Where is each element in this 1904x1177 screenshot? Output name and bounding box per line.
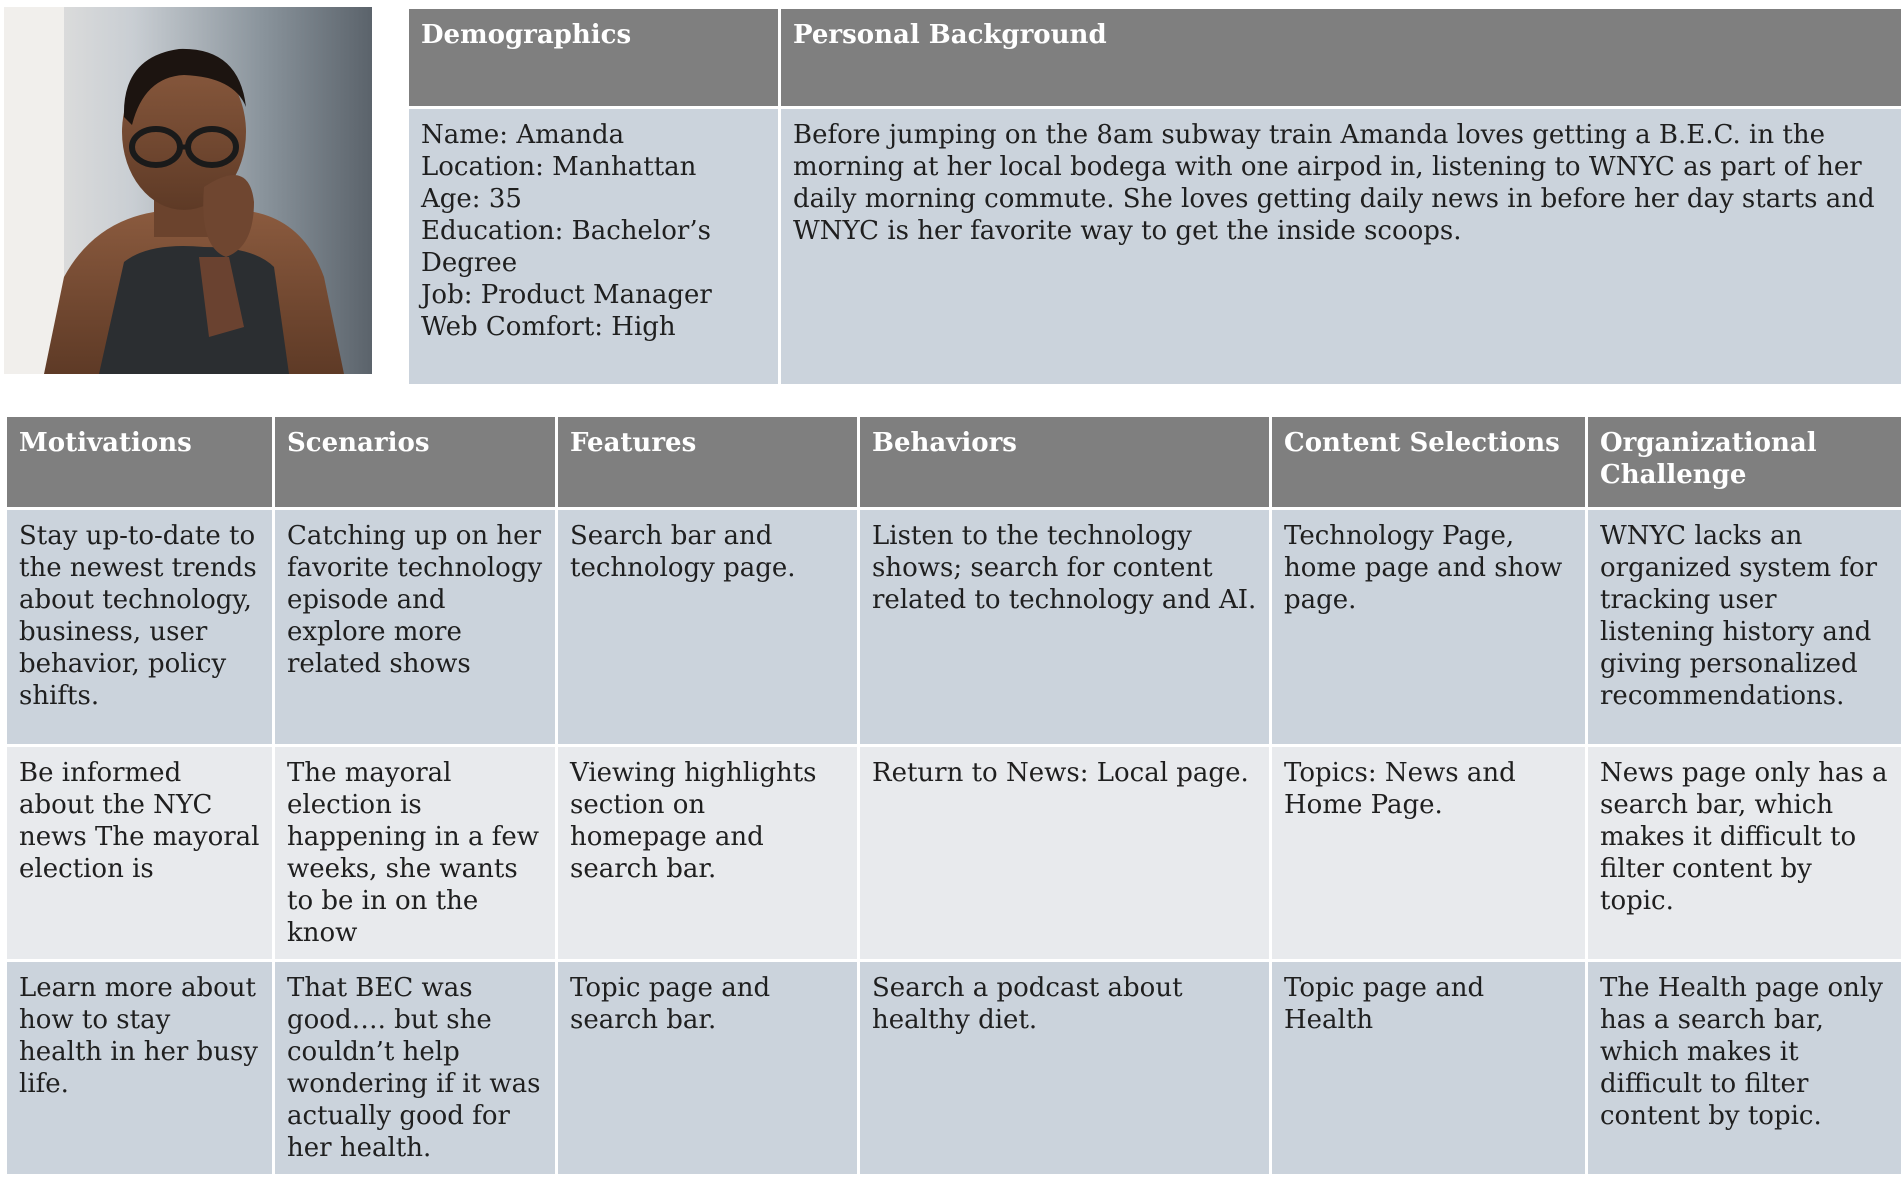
scenarios-header: Scenarios [274,416,557,509]
motivation-cell: Learn more about how to stay health in her busy life. [6,961,274,1176]
demographics-name: Name: Amanda [421,120,625,150]
personal-background-cell: Before jumping on the 8am subway train Amanda loves getting a B.E.C. in the morning at her local bodega with one airpod in, listening to WNYC as part of her daily morning commute. She loves getting daily news in before her day starts and WNYC is her favorite way to get the inside scoops. [780,108,1903,386]
persona-summary-table [406,6,1904,387]
motivation-cell: Stay up-to-date to the newest trends about technology, business, user behavior, policy shifts. [6,509,274,746]
persona-photo [4,7,372,374]
feature-cell: Topic page and search bar. [557,961,859,1176]
motivation-cell: Be informed about the NYC news The mayoral election is [6,746,274,961]
organizational-challenge-header: Organizational Challenge [1587,416,1903,509]
content-selection-cell: Topic page and Health [1271,961,1587,1176]
organizational-challenge-cell: News page only has a search bar, which makes it difficult to filter content by topic. [1587,746,1903,961]
behavior-cell: Return to News: Local page. [859,746,1271,961]
personal-background-header: Personal Background [780,8,1903,108]
demographics-cell [408,108,780,386]
behavior-cell: Search a podcast about healthy diet. [859,961,1271,1176]
persona-photo-illustration [4,7,372,374]
scenario-cell: The mayoral election is happening in a few weeks, she wants to be in on the know [274,746,557,961]
demographics-web-comfort: Web Comfort: High [421,312,676,342]
demographics-header: Demographics [408,8,780,108]
content-selection-cell: Technology Page, home page and show page. [1271,509,1587,746]
content-selections-header: Content Selections [1271,416,1587,509]
feature-cell: Search bar and technology page. [557,509,859,746]
table-row [6,961,1903,1176]
features-header: Features [557,416,859,509]
organizational-challenge-cell: The Health page only has a search bar, which makes it difficult to filter content by topic. [1587,961,1903,1176]
motivations-header: Motivations [6,416,274,509]
demographics-education-cont: Degree [421,248,518,278]
behavior-cell: Listen to the technology shows; search for content related to technology and AI. [859,509,1271,746]
scenario-cell: That BEC was good…. but she couldn’t help wondering if it was actually good for her health. [274,961,557,1176]
demographics-location: Location: Manhattan [421,152,697,182]
behaviors-header: Behaviors [859,416,1271,509]
demographics-job: Job: Product Manager [421,280,712,310]
demographics-age: Age: 35 [421,184,522,214]
content-selection-cell: Topics: News and Home Page. [1271,746,1587,961]
demographics-education: Education: Bachelor’s [421,216,711,246]
persona-detail-table [4,414,1904,1177]
table-row [6,746,1903,961]
table-row [6,509,1903,746]
organizational-challenge-cell: WNYC lacks an organized system for tracking user listening history and giving personalized recommendations. [1587,509,1903,746]
scenario-cell: Catching up on her favorite technology episode and explore more related shows [274,509,557,746]
feature-cell: Viewing highlights section on homepage and search bar. [557,746,859,961]
